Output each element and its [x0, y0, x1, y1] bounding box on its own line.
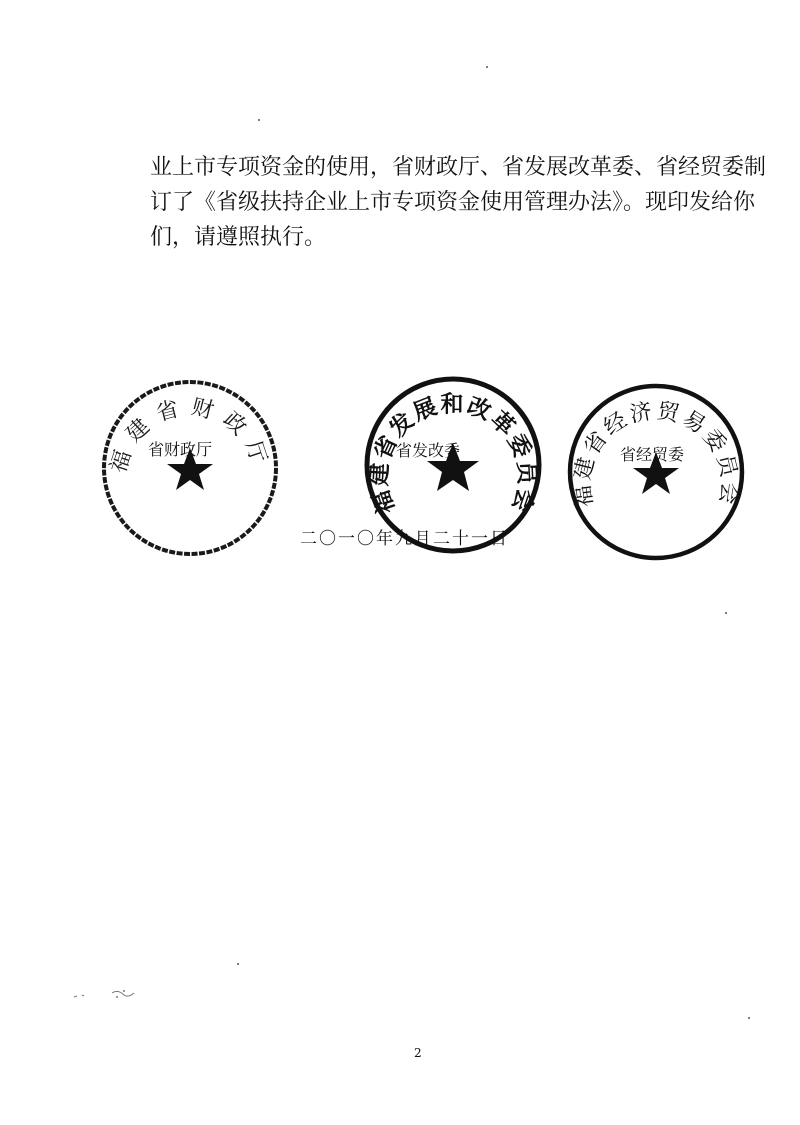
seal-trade-ring-text: 福建省经济贸易委员会	[570, 398, 742, 509]
body-line-3: 们，请遵照执行。	[150, 225, 327, 250]
scan-speck	[486, 66, 488, 68]
body-paragraph	[150, 150, 767, 255]
signature-date: 二〇一〇年九月二十一日	[300, 529, 509, 549]
seal-development-overlay-text: 省发改委	[396, 441, 461, 460]
seal-finance-department	[100, 378, 280, 558]
seal-economic-trade	[566, 382, 746, 562]
scan-speck	[725, 612, 727, 614]
seal-trade-overlay-text: 省经贸委	[620, 445, 685, 464]
seal-finance-overlay-text: 省财政厅	[148, 440, 213, 459]
seal-development-ring-text: 福建省发展和改革委员会	[365, 390, 541, 518]
body-line-2: 订了《省级扶持企业上市专项资金使用管理办法》。现印发给你	[150, 190, 756, 215]
body-line-1: 业上市专项资金的使用，省财政厅、省发展改革委、省经贸委制	[150, 155, 767, 180]
seal-finance-graphic	[100, 378, 280, 558]
page-number: 2	[414, 1046, 422, 1060]
scan-noise-mark	[72, 985, 142, 1005]
seal-finance-ring-text: 福建省财政厅	[106, 394, 274, 477]
seal-trade-graphic	[566, 382, 746, 562]
scan-speck	[748, 1017, 750, 1019]
scan-speck	[258, 119, 260, 121]
scan-speck	[237, 963, 239, 965]
